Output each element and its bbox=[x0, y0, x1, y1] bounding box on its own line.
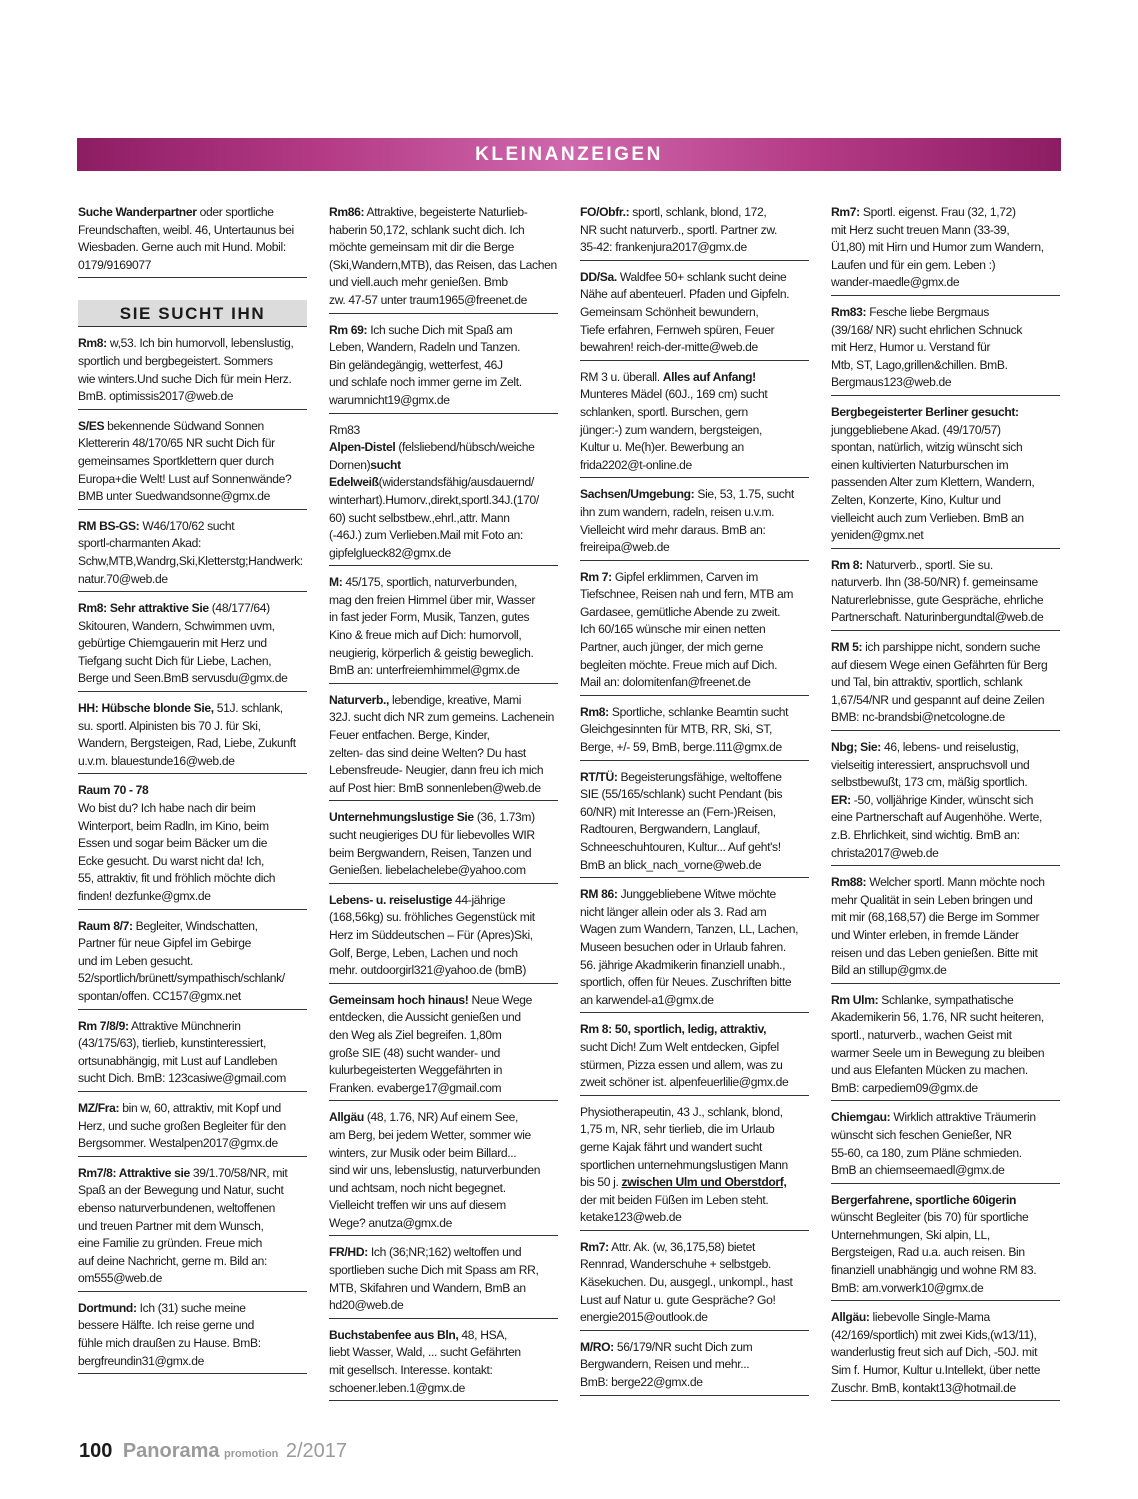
ad-body: lebendige, kreative, Mami 32J. sucht dich NR zum gemeins. Lachenein Feuer entfachen. Berge, Kinder, zelten- das sind deine Welten? Du hast Lebensfreude- Neugier, dann freu ich mich auf Post hier: BmB sonnenleben@web.de bbox=[329, 692, 554, 795]
ad-lead: RM BS-GS: bbox=[78, 518, 140, 533]
ad-lead: Allgäu bbox=[329, 1110, 364, 1125]
ad-body: sportl, schlank, blond, 172, NR sucht naturverb., sportl. Partner zw. 35-42: frankenjura2017@gmx.de bbox=[580, 205, 778, 255]
classified-ad bbox=[78, 202, 307, 278]
ad-column bbox=[580, 202, 809, 1402]
ad-body: Ich (31) suche meine bessere Hälfte. Ich reise gerne und fühle mich draußen zu Hause. BmB: bergfreundin31@gmx.de bbox=[78, 1300, 261, 1368]
classified-ad bbox=[580, 1102, 809, 1231]
ad-lead: MZ/Fra: bbox=[78, 1100, 120, 1115]
ad-prefix: Rm83 bbox=[329, 422, 360, 437]
ad-body: Naturverb., sportl. Sie su. naturverb. Ihn (38-50/NR) f. gemeinsame Naturerlebnisse, gute Gespräche, ehrliche Partnerschaft. Naturinbergundtal@web.de bbox=[831, 557, 1044, 625]
classified-ad bbox=[580, 567, 809, 696]
ad-body: 45/175, sportlich, naturverbunden, mag den freien Himmel über mir, Wasser in fast jeder Form, Musik, Tanzen, gutes Kino & freue mich auf Dich: humorvoll, neugierig, körperlich & geistig beweglich. BmB an: unterfreiemhimmel@gmx.de bbox=[329, 575, 536, 678]
ad-lead: Buchstabenfee aus Bln, bbox=[329, 1327, 459, 1342]
ad-column bbox=[78, 202, 307, 1380]
ad-body: wünscht Begleiter (bis 70) für sportliche Unternehmungen, Ski alpin, LL, Bergsteigen, Rad u.a. auch reisen. Bin finanziell unabhängig und wohne RM 83. BmB: am.vorwerk10@gmx.de bbox=[831, 1210, 1037, 1295]
ad-body: bin w, 60, attraktiv, mit Kopf und Herz, und suche großen Begleiter für den Bergsommer. Westalpen2017@gmx.de bbox=[78, 1100, 286, 1151]
ad-lead: Sachsen/Umgebung: bbox=[580, 487, 695, 502]
ad-lead: Allgäu: bbox=[831, 1310, 870, 1325]
magazine-name: Panorama bbox=[122, 1440, 220, 1462]
ad-lead: Gemeinsam hoch hinaus! bbox=[329, 992, 469, 1007]
ad-lead: Bergerfahrene, sportliche 60igerin bbox=[831, 1192, 1017, 1207]
section-heading: SIE SUCHT IHN bbox=[78, 300, 307, 327]
ad-column bbox=[831, 202, 1060, 1407]
ad-body: Attr. Ak. (w, 36,175,58) bietet Rennrad, Wanderschuhe + selbstgeb. Käsekuchen. Du, ausgegl., unkompl., hast Lust auf Natur u. gute Gespräche? Go! energie2015@outlook.de bbox=[580, 1239, 793, 1325]
ad-lead: Raum 70 - 78 bbox=[78, 783, 149, 798]
ad-body: Junggebliebene Witwe möchte nicht länger allein oder als 3. Rad am Wagen zum Wandern, Tanzen, LL, Lachen, Museen besuchen oder in Urlaub fahren. 56. jährige Akadmikerin finanziell unabh., sportlich, offen für Neues. Zuschriften bitte an karwendel-a1@gmx.de bbox=[580, 887, 799, 1007]
classified-ad bbox=[831, 202, 1060, 296]
classified-ad bbox=[329, 572, 558, 684]
classified-ad bbox=[78, 1163, 307, 1292]
ad-body: Welcher sportl. Mann möchte noch mehr Qualität in sein Leben bringen und mit mir (68,168,57) die Berge im Sommer und Winter erleben, in fremde Länder reisen und das Leben genießen. Bitte mit Bild an stillup@gmx.de bbox=[831, 875, 1045, 978]
ad-body: Wirklich attraktive Träumerin wünscht sich feschen Genießer, NR 55-60, ca 180, zum Pläne schmieden. BmB an chiemseemaedl@gmx.de bbox=[831, 1110, 1036, 1178]
ad-lead: Rm86: bbox=[329, 205, 365, 219]
page-number: 100 bbox=[79, 1440, 113, 1462]
ad-body: 56/179/NR sucht Dich zum Bergwandern, Reisen und mehr... BmB: berge22@gmx.de bbox=[580, 1339, 753, 1390]
classified-ad bbox=[78, 916, 307, 1010]
ad-body: (36, 1.73m) sucht neugieriges DU für liebevolles WIR beim Bergwandern, Reisen, Tanzen und Genießen. liebelachelebe@yahoo.com bbox=[329, 810, 535, 878]
ad-lead: RM 86: bbox=[580, 887, 618, 902]
ad-body: (48, 1.76, NR) Auf einem See, am Berg, bei jedem Wetter, sommer wie winters, zur Musik oder beim Billard... sind wir uns, lebenslustig, naturverbunden und achtsam, noch nicht begegnet. Vielleicht treffen wir uns auf diesem Wege? anutza@gmx.de bbox=[329, 1110, 541, 1230]
ad-body: Waldfee 50+ schlank sucht deine Nähe auf abenteuerl. Pfaden und Gipfeln. Gemeinsam Schönheit bewundern, Tiefe erfahren, Fernweh spüren, Feuer bewahren! reich-der-mitte@web.de bbox=[580, 269, 790, 355]
ad-lead: Rm7/8: Attraktive sie bbox=[78, 1165, 190, 1180]
classified-ad bbox=[329, 420, 558, 567]
ad-prefix: RM 3 u. überall. bbox=[580, 369, 663, 384]
ad-body: ich parshippe nicht, sondern suche auf diesem Wege einen Gefährten für Berg und Tal, bin attraktiv, sportlich, schlank 1,67/54/NR und gespannt auf deine Zeilen BMB: nc-brandsbi@netcologne.de bbox=[831, 640, 1048, 725]
ad-lead: Rm8: bbox=[78, 336, 107, 351]
ad-body: Neue Wege entdecken, die Aussicht genießen und den Weg als Ziel begreifen. 1,80m große SIE (48) sucht wander- und kulurbegeisterten Weggefährten in Franken. evaberge17@gmail.com bbox=[329, 992, 532, 1095]
ad-lead: Rm 7/8/9: bbox=[78, 1018, 129, 1033]
ad-lead: sucht Edelweiß bbox=[329, 457, 401, 490]
ad-lead: Rm83: bbox=[831, 304, 867, 319]
classified-ad bbox=[831, 990, 1060, 1102]
ad-lead: Rm88: bbox=[831, 875, 867, 890]
ad-lead: Rm8: Sehr attraktive Sie bbox=[78, 601, 209, 616]
classified-ad bbox=[831, 1307, 1060, 1401]
ad-column bbox=[329, 202, 558, 1407]
ad-body: w,53. Ich bin humorvoll, lebenslustig, sportlich und bergbegeistert. Sommers wie winters.Und suche Dich für mein Herz. BmB. optimissis2017@web.de bbox=[78, 336, 294, 404]
classified-ad bbox=[78, 780, 307, 909]
ad-lead: Rm 7: bbox=[580, 569, 612, 584]
ad-body: oder sportliche Freundschaften, weibl. 46, Untertaunus bei Wiesbaden. Gerne auch mit Hund. Mobil: 0179/9169077 bbox=[78, 205, 294, 272]
classified-ad bbox=[329, 1107, 558, 1236]
classified-ad bbox=[580, 484, 809, 560]
ad-lead: Alles auf Anfang! bbox=[662, 369, 756, 384]
ad-lead: Alpen-Distel bbox=[329, 440, 396, 455]
classified-ad bbox=[580, 1337, 809, 1396]
classified-ad bbox=[78, 1298, 307, 1374]
classified-ad bbox=[329, 990, 558, 1102]
ad-lead: Rm 8: 50, sportlich, ledig, attraktiv, bbox=[580, 1022, 767, 1037]
ad-body: sucht Dich! Zum Welt entdecken, Gipfel stürmen, Pizza essen und allem, was zu zweit schöner ist. alpenfeuerlilie@gmx.de bbox=[580, 1039, 789, 1090]
classified-ad bbox=[329, 690, 558, 802]
ad-body: 51J. schlank, su. sportl. Alpinisten bis 70 J. für Ski, Wandern, Bergsteigen, Rad, Liebe, Zukunft u.v.m. blauestunde16@web.de bbox=[78, 701, 296, 768]
ad-lead: RM 5: bbox=[831, 640, 863, 655]
ad-body: Sportl. eigenst. Frau (32, 1,72) mit Herz sucht treuen Mann (33-39, Ü1,80) mit Hirn und Humor zum Wandern, Laufen und für ein gem. Leben :) wander-maedle@gmx.de bbox=[831, 205, 1044, 290]
ad-body: Wo bist du? Ich habe nach dir beim Winterport, beim Radln, im Kino, beim Essen und sogar beim Bäcker um die Ecke gesucht. Du warst nicht da! Ich, 55, attraktiv, fit und fröhlich möchte dich finden! dezfunke@gmx.de bbox=[78, 801, 276, 903]
ad-lead: Suche Wanderpartner bbox=[78, 205, 197, 219]
classified-ad bbox=[329, 807, 558, 883]
ad-body: Ich suche Dich mit Spaß am Leben, Wandern, Radeln und Tanzen. Bin geländegängig, wetterfest, 46J und schlafe noch immer gerne im Zelt. warumnicht19@gmx.de bbox=[329, 322, 522, 407]
page-footer bbox=[79, 1440, 347, 1463]
ad-body: Schlanke, sympathatische Akademikerin 56, 1.76, NR sucht heiteren, sportl., naturverb., wachen Geist mit warmer Seele um in Bewegung zu bleiben und aus Elefanten Mücken zu machen. BmB: carpediem09@gmx.de bbox=[831, 992, 1045, 1095]
ad-body: Ich (36;NR;162) weltoffen und sportlieben suche Dich mit Spass am RR, MTB, Skifahren und Wandern, BmB an hd20@web.de bbox=[329, 1245, 539, 1313]
ad-body: Begleiter, Windschatten, Partner für neue Gipfel im Gebirge und im Leben gesucht. 52/sportlich/brünett/sympathisch/schlank/ spontan/offen. CC157@gmx.net bbox=[78, 918, 285, 1003]
classified-ad bbox=[329, 890, 558, 984]
ad-body: (48/177/64) Skitouren, Wandern, Schwimmen uvm, gebürtige Chiemgauerin mit Herz und Tiefgang sucht Dich für Liebe, Lachen, Berge und Seen.BmB servusdu@gmx.de bbox=[78, 601, 288, 686]
classified-ad bbox=[831, 402, 1060, 549]
classified-ad bbox=[78, 1016, 307, 1092]
ad-lead: HH: Hübsche blonde Sie, bbox=[78, 701, 214, 716]
classified-ad bbox=[78, 698, 307, 774]
ad-body: Fesche liebe Bergmaus (39/168/ NR) sucht ehrlichen Schnuck mit Herz, Humor u. Verstand für Mtb, ST, Lago,grillen&chillen. BmB. Bergmaus123@web.de bbox=[831, 304, 1023, 390]
ad-body: Begeisterungsfähige, weltoffene SIE (55/165/schlank) sucht Pendant (bis 60/NR) mit Interesse an (Fern-)Reisen, Radtouren, Bergwandern, Langlauf, Schneeschuhtouren, Kultur... Auf geht's! BmB an blick_nach_vorne@web.de bbox=[580, 769, 783, 872]
ad-lead: Bergbegeisterter Berliner gesucht: bbox=[831, 404, 1019, 419]
section-banner: KLEINANZEIGEN bbox=[77, 138, 1061, 171]
ad-lead: Rm Ulm: bbox=[831, 992, 879, 1007]
ad-body: liebevolle Single-Mama (42/169/sportlich) mit zwei Kids,(w13/11), wanderlustig freut sich auf Dich, -50J. mit Sim f. Humor, Kultur u.Intellekt, über nette Zuschr. BmB, kontakt13@hotmail.de bbox=[831, 1310, 1041, 1395]
ad-lead: Nbg; Sie: bbox=[831, 740, 881, 755]
ad-body: der mit beiden Füßen im Leben steht. ketake123@web.de bbox=[580, 1192, 769, 1225]
ad-body: 46, lebens- und reiselustig, vielseitig interessiert, anspruchsvoll und selbstbewußt, 173 cm, mäßig sportlich. bbox=[831, 740, 1030, 790]
classified-ad bbox=[329, 320, 558, 414]
ad-lead: Chiemgau: bbox=[831, 1110, 891, 1125]
ad-lead: FO/Obfr.: bbox=[580, 205, 630, 219]
classified-ad bbox=[78, 1098, 307, 1157]
ad-lead: M: bbox=[329, 575, 343, 590]
ad-lead: Raum 8/7: bbox=[78, 918, 133, 933]
classified-ad bbox=[580, 202, 809, 261]
classified-ad bbox=[580, 884, 809, 1013]
ad-lead: Dortmund: bbox=[78, 1300, 137, 1315]
ad-lead: FR/HD: bbox=[329, 1245, 368, 1260]
ad-body: W46/170/62 sucht sportl-charmanten Akad: Schw,MTB,Wandrg,Ski,Kletterstg;Handwerk: natur.70@web.de bbox=[78, 518, 303, 586]
ad-lead: RT/TÜ: bbox=[580, 769, 618, 784]
classified-ad bbox=[580, 367, 809, 479]
ad-body: Attraktive, begeisterte Naturlieb- haberin 50,172, schlank sucht dich. Ich möchte gemeinsam mit dir die Berge (Ski,Wandern,MTB), das Reisen, das Lachen und viell.auch mehr genießen. Bmb zw. 47-57 unter traum1965@freenet.de bbox=[329, 205, 557, 307]
ad-lead: Rm7: bbox=[831, 205, 860, 219]
classified-ad bbox=[580, 702, 809, 761]
ad-body: bekennende Südwand Sonnen Klettererin 48/170/65 NR sucht Dich für gemeinsames Sportklettern quer durch Europa+die Welt! Lust auf Sonnenwände? BMB unter Suedwandsonne@gmx.de bbox=[78, 418, 292, 504]
ad-body: 48, HSA, liebt Wasser, Wald, ... sucht Gefährten mit gesellsch. Interesse. kontakt: schoener.leben.1@gmx.de bbox=[329, 1327, 521, 1395]
classified-ad bbox=[831, 737, 1060, 866]
classified-ad bbox=[831, 555, 1060, 631]
ad-lead: Rm7: bbox=[580, 1239, 609, 1254]
classified-ad bbox=[580, 267, 809, 361]
ad-body: (felsliebend/hübsch/weiche Dornen) bbox=[329, 440, 535, 472]
classified-ad bbox=[78, 333, 307, 409]
classified-ad bbox=[329, 1242, 558, 1318]
classified-ad bbox=[580, 1237, 809, 1331]
ad-body: 39/1.70/58/NR, mit Spaß an der Bewegung und Natur, sucht ebenso naturverbundenen, weltoffenen und treuen Partner mit dem Wunsch, eine Familie zu gründen. Freue mich auf deine Nachricht, gerne m. Bild an: om555@web.de bbox=[78, 1165, 288, 1286]
classified-ad bbox=[831, 1190, 1060, 1302]
classified-ad bbox=[580, 1019, 809, 1095]
classified-ad bbox=[831, 872, 1060, 984]
ad-body: junggebliebene Akad. (49/170/57) spontan, natürlich, witzig wünscht sich einen kultivierten Naturburschen im passenden Alter zum Klettern, Wandern, Zelten, Konzerte, Kino, Kultur und vielleicht auch zum Verlieben. BmB an yeniden@gmx.net bbox=[831, 422, 1035, 543]
ad-body: Munteres Mädel (60J., 169 cm) sucht schlanken, sportl. Burschen, gern jünger:-) zum wandern, bergsteigen, Kultur u. Me(h)er. Bewerbung an frida2202@t-online.de bbox=[580, 387, 768, 472]
ad-lead: DD/Sa. bbox=[580, 269, 617, 284]
promotion-label: promotion bbox=[224, 1448, 279, 1460]
ad-lead: ER: bbox=[831, 792, 851, 807]
ad-body: Sie, 53, 1.75, sucht ihn zum wandern, radeln, reisen u.v.m. Vielleicht wird mehr daraus. BmB an: freireipa@web.de bbox=[580, 487, 794, 555]
classified-ad bbox=[78, 516, 307, 592]
issue-number: 2/2017 bbox=[285, 1440, 348, 1462]
classified-ad bbox=[831, 637, 1060, 731]
ad-body: Attraktive Münchnerin (43/175/63), tierlieb, kunstinteressiert, ortsunabhängig, mit Lust auf Landleben sucht Dich. BmB: 123casiwe@gmail.com bbox=[78, 1018, 287, 1086]
classified-ad bbox=[78, 416, 307, 510]
ad-body: -50, volljährige Kinder, wünscht sich eine Partnerschaft auf Augenhöhe. Werte, z.B. Ehrlichkeit, sind wichtig. BmB an: christa2017@web.de bbox=[831, 792, 1043, 860]
ad-body: Gipfel erklimmen, Carven im Tiefschnee, Reisen nah und fern, MTB am Gardasee, gemütliche Abende zu zweit. Ich 60/165 wünsche mir einen netten Partner, auch jünger, der mich gerne begleiten möchte. Freue mich auf Dich. Mail an: dolomitenfan@freenet.de bbox=[580, 569, 794, 690]
classified-ad bbox=[831, 302, 1060, 396]
classified-ad bbox=[831, 1107, 1060, 1183]
ad-prefix: Physiotherapeutin, 43 J., schlank, blond, 1,75 m, NR, sehr tierlieb, die im Urlaub gerne Kajak fährt und wandert sucht sportlichen unternehmungslustigen Mann bis 50 j. bbox=[580, 1104, 788, 1190]
ad-lead: Naturverb., bbox=[329, 692, 389, 707]
ad-lead: M/RO: bbox=[580, 1339, 614, 1354]
ad-lead: Lebens- u. reiselustige bbox=[329, 892, 453, 907]
ad-body: (widerstandsfähig/ausdauernd/ winterhart).Humorv.,direkt,sportl.34J.(170/ 60) sucht selbstbew.,ehrl.,attr. Mann (-46J.) zum Verlieben.Mail mit Foto an: gipfelglueck82@gmx.de bbox=[329, 475, 539, 560]
ad-lead: Rm8: bbox=[580, 704, 609, 719]
ad-lead: zwischen Ulm und Oberstdorf, bbox=[621, 1175, 787, 1190]
ad-body: 44-jährige (168,56kg) su. fröhliches Gegenstück mit Herz im Süddeutschen – Für (Apres)Ski, Golf, Berge, Leben, Lachen und noch mehr. outdoorgirl321@yahoo.de (bmB) bbox=[329, 892, 535, 978]
classified-ad bbox=[329, 202, 558, 314]
ad-lead: Unternehmungslustige Sie bbox=[329, 810, 474, 825]
ad-body: Sportliche, schlanke Beamtin sucht Gleichgesinnten für MTB, RR, Ski, ST, Berge, +/- 59, BmB, berge.111@gmx.de bbox=[580, 704, 789, 755]
ad-lead: Rm 8: bbox=[831, 557, 863, 572]
classified-ad bbox=[580, 767, 809, 879]
ad-lead: Rm 69: bbox=[329, 322, 368, 337]
classified-ad bbox=[78, 598, 307, 692]
classified-ad bbox=[329, 1325, 558, 1401]
ad-lead: S/ES bbox=[78, 418, 105, 433]
